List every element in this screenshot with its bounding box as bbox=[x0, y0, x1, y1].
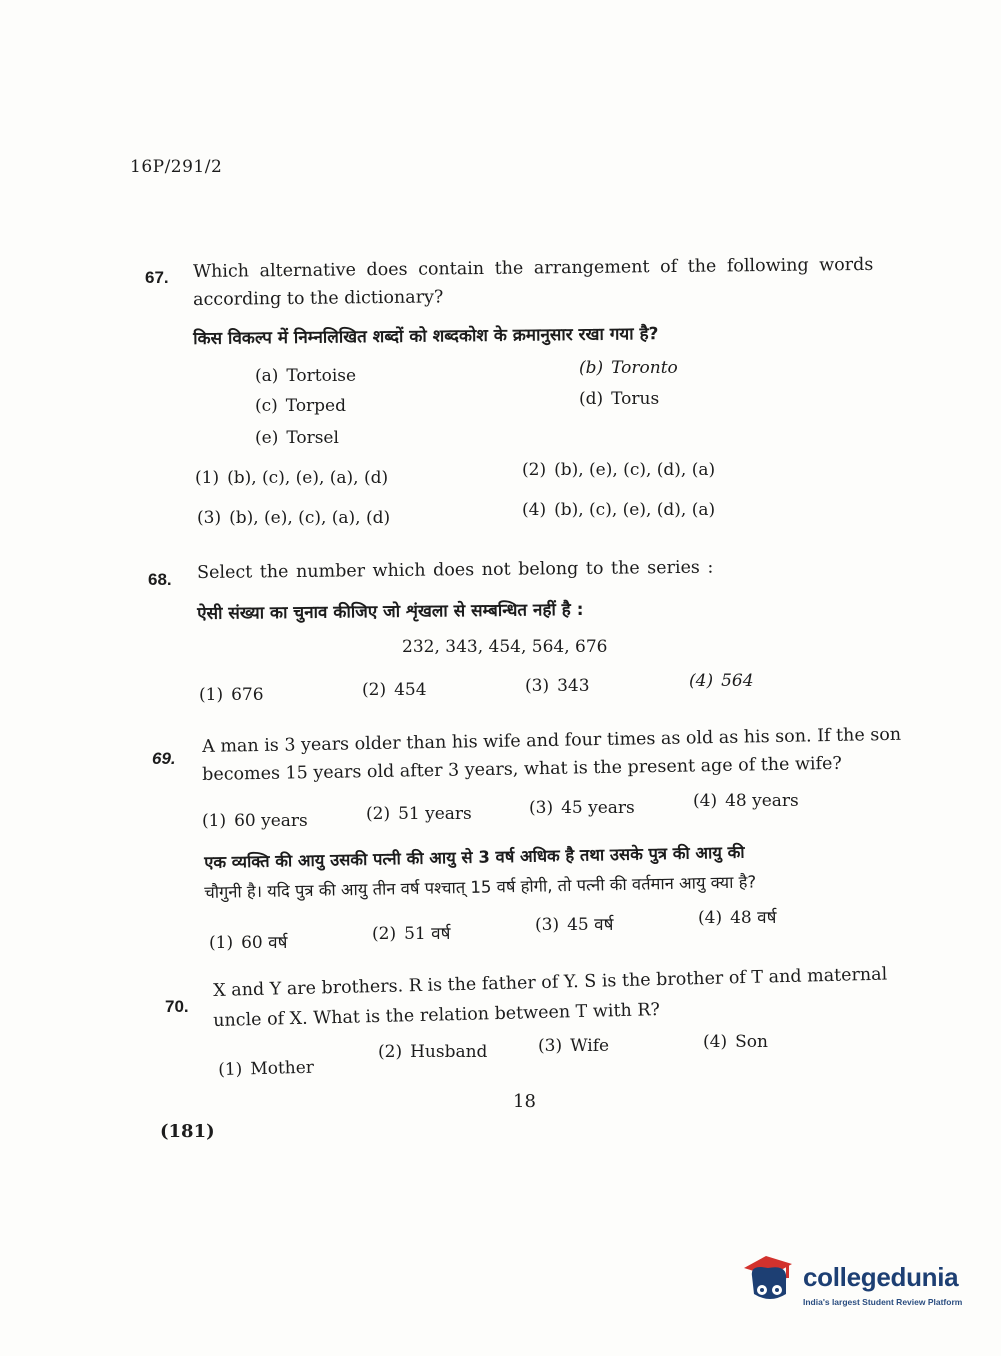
option-text: (b), (e), (c), (a), (d) bbox=[229, 508, 391, 528]
q67-item-d bbox=[579, 389, 659, 409]
q69-option-en-1 bbox=[202, 811, 308, 831]
option-text: (b), (c), (e), (a), (d) bbox=[227, 468, 389, 488]
option-label: (3) bbox=[529, 798, 554, 818]
q69-option-en-4 bbox=[693, 791, 799, 811]
q70-text-line2: uncle of X. What is the relation between T with R? bbox=[213, 1000, 661, 1031]
option-text: Mother bbox=[250, 1057, 315, 1080]
q69-text-line1: A man is 3 years older than his wife and four times as old as his son. If the son bbox=[202, 724, 902, 757]
option-text: 564 bbox=[721, 671, 754, 691]
option-label: (3) bbox=[197, 508, 222, 528]
option-label: (3) bbox=[525, 676, 550, 696]
q68-option-1 bbox=[199, 685, 264, 705]
option-label: (4) bbox=[693, 791, 718, 811]
option-label: (1) bbox=[195, 468, 220, 488]
q69-option-hi-1 bbox=[209, 930, 287, 953]
q67-item-b bbox=[579, 358, 678, 378]
paper-code: 16P/291/2 bbox=[130, 157, 223, 177]
option-label: (1) bbox=[199, 685, 224, 705]
option-text: Son bbox=[735, 1032, 768, 1052]
footer-code: (181) bbox=[160, 1121, 215, 1142]
q67-item-c bbox=[255, 396, 346, 416]
option-text: 676 bbox=[231, 685, 264, 705]
q69-hindi-line2: चौगुनी है। यदि पुत्र की आयु तीन वर्ष पश्चात् 15 वर्ष होगी, तो पत्नी की वर्तमान आयु क्या है? bbox=[204, 872, 757, 902]
q67-text-line1: Which alternative does contain the arrangement of the following words bbox=[193, 254, 874, 282]
option-label: (2) bbox=[362, 680, 387, 700]
q68-option-4 bbox=[689, 671, 754, 691]
q67-item-e bbox=[255, 428, 339, 448]
option-text: 51 years bbox=[398, 804, 472, 824]
option-text: (b), (e), (c), (d), (a) bbox=[554, 460, 716, 480]
q68-option-2 bbox=[362, 680, 427, 700]
q69-option-hi-3 bbox=[535, 912, 613, 935]
option-label: (2) bbox=[378, 1042, 403, 1062]
q67-option-1 bbox=[195, 468, 388, 488]
option-label: (4) bbox=[703, 1032, 728, 1052]
item-label: (e) bbox=[255, 428, 279, 448]
item-label: (b) bbox=[579, 358, 604, 378]
option-label: (3) bbox=[535, 915, 560, 935]
option-label: (2) bbox=[366, 804, 391, 824]
q69-option-hi-2 bbox=[372, 921, 450, 944]
logo-tagline: India's largest Student Review Platform bbox=[803, 1297, 963, 1307]
q69-text-line2: becomes 15 years old after 3 years, what is the present age of the wife? bbox=[202, 753, 842, 785]
q69-number: 69. bbox=[152, 749, 176, 768]
item-word: Tortoise bbox=[286, 366, 357, 386]
q67-option-4 bbox=[522, 500, 715, 520]
page-number: 18 bbox=[513, 1091, 536, 1112]
option-label: (2) bbox=[522, 460, 547, 480]
q69-option-en-2 bbox=[366, 804, 472, 824]
option-text: 454 bbox=[394, 680, 427, 700]
option-label: (4) bbox=[689, 671, 714, 691]
q68-text: Select the number which does not belong to the series : bbox=[197, 557, 714, 583]
q67-text-line2: according to the dictionary? bbox=[193, 287, 444, 310]
q68-series: 232, 343, 454, 564, 676 bbox=[402, 637, 608, 657]
item-word: Torped bbox=[285, 396, 347, 416]
option-text: Husband bbox=[410, 1042, 488, 1062]
q70-option-2 bbox=[378, 1042, 487, 1062]
item-word: Torus bbox=[611, 389, 660, 409]
option-label: (1) bbox=[218, 1059, 243, 1080]
q70-option-4 bbox=[703, 1032, 768, 1052]
option-text: 48 years bbox=[725, 791, 799, 811]
q70-option-3 bbox=[538, 1036, 609, 1056]
q67-hindi: किस विकल्प में निम्नलिखित शब्दों को शब्दकोश के क्रमानुसार रखा गया है? bbox=[193, 324, 659, 349]
option-text: 45 वर्ष bbox=[567, 915, 614, 935]
q69-hindi-line1: एक व्यक्ति की आयु उसकी पत्नी की आयु से 3 वर्ष अधिक है तथा उसके पुत्र की आयु की bbox=[204, 842, 745, 872]
option-text: 343 bbox=[557, 676, 590, 696]
q70-text-line1: X and Y are brothers. R is the father of Y. S is the brother of T and maternal bbox=[213, 964, 888, 1001]
q67-option-2 bbox=[522, 460, 715, 480]
option-label: (4) bbox=[522, 500, 547, 520]
option-text: 48 वर्ष bbox=[730, 908, 777, 928]
q68-option-3 bbox=[525, 676, 590, 696]
collegedunia-mascot-icon bbox=[742, 1250, 800, 1310]
q67-item-a bbox=[255, 366, 356, 386]
item-label: (a) bbox=[255, 366, 279, 386]
q70-number: 70. bbox=[165, 997, 189, 1016]
option-text: 51 वर्ष bbox=[404, 924, 451, 944]
option-text: 60 वर्ष bbox=[241, 933, 288, 953]
item-label: (d) bbox=[579, 389, 604, 409]
option-label: (1) bbox=[202, 811, 227, 831]
item-label: (c) bbox=[255, 396, 278, 416]
q68-hindi: ऐसी संख्या का चुनाव कीजिए जो शृंखला से सम्बन्धित नहीं है : bbox=[197, 599, 584, 624]
q68-number: 68. bbox=[148, 570, 172, 589]
option-text: Wife bbox=[570, 1036, 610, 1056]
option-label: (4) bbox=[698, 908, 723, 928]
option-label: (3) bbox=[538, 1036, 563, 1056]
q70-option-1 bbox=[218, 1058, 314, 1080]
item-word: Torsel bbox=[286, 428, 339, 448]
option-text: 45 years bbox=[561, 798, 635, 818]
option-label: (1) bbox=[209, 933, 234, 953]
logo-wordmark: collegedunia bbox=[803, 1262, 959, 1292]
item-word: Toronto bbox=[611, 358, 678, 378]
option-label: (2) bbox=[372, 924, 397, 944]
q69-option-hi-4 bbox=[698, 905, 776, 928]
q69-option-en-3 bbox=[529, 798, 635, 818]
q67-option-3 bbox=[197, 508, 390, 528]
option-text: 60 years bbox=[234, 811, 308, 831]
q67-number: 67. bbox=[145, 268, 169, 287]
option-text: (b), (c), (e), (d), (a) bbox=[554, 500, 716, 520]
